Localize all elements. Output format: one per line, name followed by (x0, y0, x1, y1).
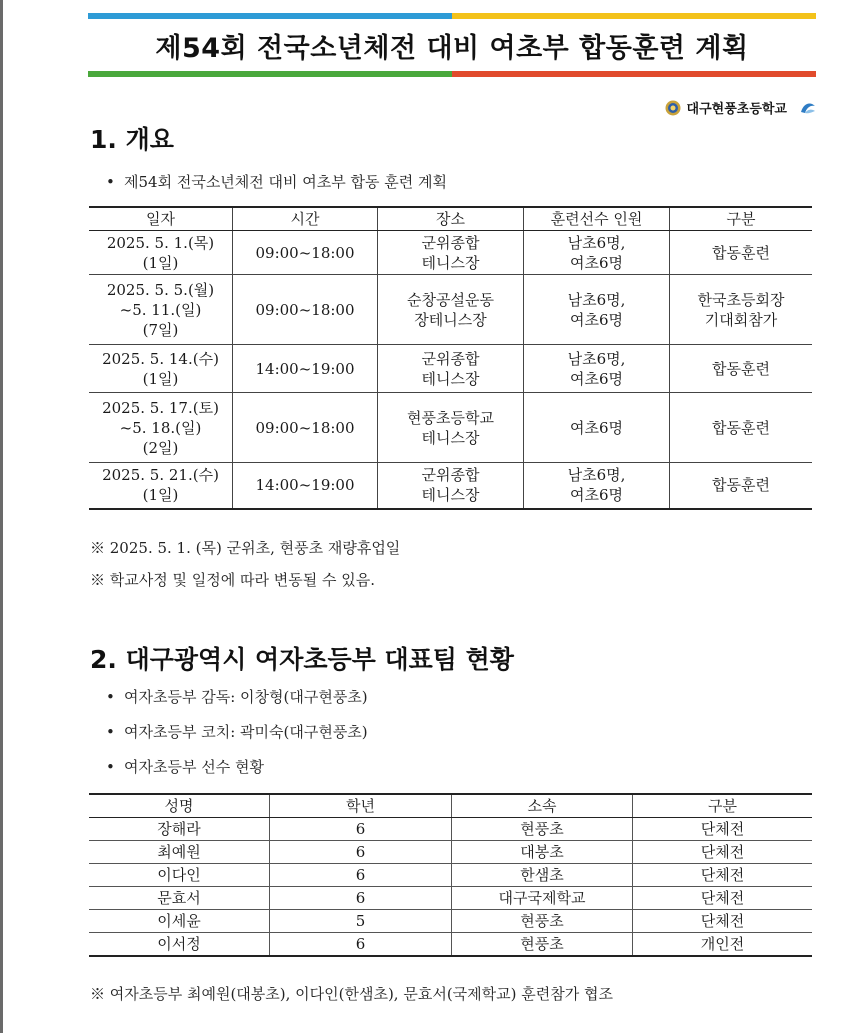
grade-cell: 6 (270, 887, 452, 910)
team-roster-table (89, 793, 812, 957)
grade-cell: 6 (270, 864, 452, 887)
section1-bullet-text: 제54회 전국소년체전 대비 여초부 합동 훈련 계획 (124, 173, 448, 191)
title-banner (88, 13, 816, 77)
date-line: (1일) (142, 369, 179, 388)
section2-bullet: • 여자초등부 감독: 이창형(대구현풍초) (106, 688, 368, 706)
place-cell (378, 275, 524, 345)
section2-bullet-text: 여자초등부 선수 현황 (124, 758, 264, 776)
table-row (89, 933, 812, 957)
type-cell (670, 463, 813, 509)
grade-cell: 6 (270, 841, 452, 864)
school-cell: 현풍초 (452, 933, 633, 957)
players-cell (524, 345, 670, 393)
school-logo-icon (799, 100, 817, 116)
place-line: 군위종합 (421, 466, 480, 485)
type-line: 합동훈련 (712, 476, 770, 495)
table-row (89, 818, 812, 841)
category-cell: 단체전 (633, 818, 813, 841)
place-line: 테니스장 (421, 369, 480, 388)
page-title: 제54회 전국소년체전 대비 여초부 합동훈련 계획 (155, 32, 749, 64)
date-cell (89, 393, 233, 463)
name-cell: 장해라 (89, 818, 270, 841)
place-cell (378, 345, 524, 393)
header-category: 구분 (633, 794, 813, 818)
section1-note: ※ 학교사정 및 일정에 따라 변동될 수 있음. (90, 571, 375, 589)
place-cell (378, 231, 524, 275)
school-header (665, 98, 817, 117)
section2-bullet: • 여자초등부 선수 현황 (106, 758, 264, 776)
school-cell: 대구국제학교 (452, 887, 633, 910)
players-cell (524, 275, 670, 345)
table-row (89, 345, 812, 393)
date-line: (2일) (142, 438, 179, 457)
type-cell (670, 275, 813, 345)
header-name: 성명 (89, 794, 270, 818)
time-cell: 09:00~18:00 (233, 275, 378, 345)
table-row (89, 275, 812, 345)
name-cell: 이서정 (89, 933, 270, 957)
date-line: 2025. 5. 1.(목) (106, 233, 215, 252)
date-line: 2025. 5. 17.(토) (102, 398, 219, 417)
section1-heading: 1. 개요 (90, 125, 174, 154)
players-line: 남초6명, (567, 349, 626, 368)
players-cell (524, 231, 670, 275)
place-line: 순창공설운동 (407, 290, 494, 309)
type-line: 기대회참가 (704, 310, 778, 329)
players-line: 남초6명, (567, 466, 626, 485)
players-cell (524, 463, 670, 509)
school-emblem-icon (665, 100, 681, 116)
table-header-row (89, 207, 812, 231)
date-cell (89, 275, 233, 345)
training-schedule-table (89, 206, 812, 510)
school-name: 대구현풍초등학교 (686, 102, 787, 117)
category-cell: 개인전 (633, 933, 813, 957)
type-line: 합동훈련 (712, 359, 770, 378)
players-line: 여초6명 (569, 253, 623, 272)
table-row (89, 841, 812, 864)
date-line: 2025. 5. 14.(수) (102, 349, 219, 368)
time-cell: 09:00~18:00 (233, 393, 378, 463)
players-cell (524, 393, 670, 463)
table-row (89, 887, 812, 910)
category-cell: 단체전 (633, 864, 813, 887)
date-cell (89, 345, 233, 393)
type-line: 합동훈련 (712, 418, 770, 437)
header-grade: 학년 (270, 794, 452, 818)
section2-heading: 2. 대구광역시 여자초등부 대표팀 현황 (90, 645, 514, 674)
category-cell: 단체전 (633, 841, 813, 864)
banner-stripe-green (88, 71, 452, 77)
school-cell: 대봉초 (452, 841, 633, 864)
place-line: 테니스장 (421, 486, 480, 505)
name-cell: 이세윤 (89, 910, 270, 933)
date-line: (1일) (142, 486, 179, 505)
header-place: 장소 (378, 207, 524, 231)
date-cell (89, 231, 233, 275)
type-cell (670, 231, 813, 275)
grade-cell: 5 (270, 910, 452, 933)
place-cell (378, 463, 524, 509)
place-line: 장테니스장 (414, 310, 487, 329)
players-line: 여초6명 (569, 486, 623, 505)
section1-note: ※ 2025. 5. 1. (목) 군위초, 현풍초 재량휴업일 (90, 539, 401, 557)
name-cell: 이다인 (89, 864, 270, 887)
date-line: (1일) (142, 253, 179, 272)
table-row (89, 864, 812, 887)
type-line: 한국초등회장 (697, 290, 785, 309)
type-cell (670, 345, 813, 393)
grade-cell: 6 (270, 818, 452, 841)
date-cell (89, 463, 233, 509)
place-line: 테니스장 (421, 253, 480, 272)
players-line: 여초6명 (569, 310, 623, 329)
date-line: ~5. 18.(일) (119, 418, 202, 437)
time-cell: 14:00~19:00 (233, 463, 378, 509)
section2-bullet: • 여자초등부 코치: 곽미숙(대구현풍초) (106, 723, 368, 741)
section2-bullet-text: 여자초등부 감독: 이창형(대구현풍초) (124, 688, 368, 706)
school-cell: 한샘초 (452, 864, 633, 887)
name-cell: 문효서 (89, 887, 270, 910)
table-row (89, 463, 812, 509)
table-row (89, 393, 812, 463)
place-line: 군위종합 (421, 349, 480, 368)
table-row (89, 910, 812, 933)
header-type: 구분 (670, 207, 813, 231)
category-cell: 단체전 (633, 887, 813, 910)
page-left-edge (0, 0, 3, 1033)
players-line: 여초6명 (569, 369, 623, 388)
school-cell: 현풍초 (452, 818, 633, 841)
header-players: 훈련선수 인원 (524, 207, 670, 231)
header-school: 소속 (452, 794, 633, 818)
players-line: 여초6명 (569, 418, 623, 437)
time-cell: 09:00~18:00 (233, 231, 378, 275)
banner-stripe-red (452, 71, 816, 77)
grade-cell: 6 (270, 933, 452, 957)
type-cell (670, 393, 813, 463)
header-time: 시간 (233, 207, 378, 231)
section1-bullet: • 제54회 전국소년체전 대비 여초부 합동 훈련 계획 (106, 173, 448, 191)
players-line: 남초6명, (567, 290, 626, 309)
players-line: 남초6명, (567, 233, 626, 252)
name-cell: 최예원 (89, 841, 270, 864)
date-line: ~5. 11.(일) (119, 300, 202, 319)
date-line: 2025. 5. 21.(수) (102, 466, 219, 485)
place-cell (378, 393, 524, 463)
section2-note: ※ 여자초등부 최예원(대봉초), 이다인(한샘초), 문효서(국제학교) 훈련참가 협조 (90, 985, 613, 1003)
place-line: 테니스장 (421, 428, 480, 447)
school-cell: 현풍초 (452, 910, 633, 933)
category-cell: 단체전 (633, 910, 813, 933)
header-date: 일자 (89, 207, 233, 231)
type-line: 합동훈련 (712, 243, 770, 262)
place-line: 군위종합 (421, 233, 480, 252)
place-line: 현풍초등학교 (407, 408, 494, 427)
table-row (89, 231, 812, 275)
table-header-row (89, 794, 812, 818)
date-line: 2025. 5. 5.(월) (106, 280, 215, 299)
date-line: (7일) (142, 320, 179, 339)
time-cell: 14:00~19:00 (233, 345, 378, 393)
section2-bullet-text: 여자초등부 코치: 곽미숙(대구현풍초) (124, 723, 368, 741)
